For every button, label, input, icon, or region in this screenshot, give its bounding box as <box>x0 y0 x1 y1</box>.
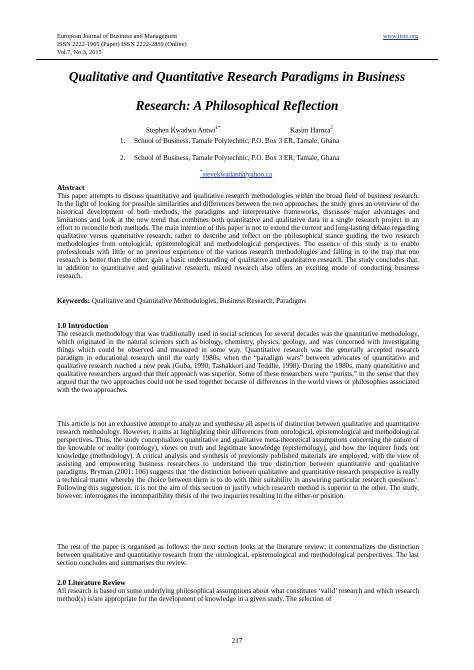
author-2 <box>290 124 333 135</box>
abstract-text: This paper attempts to discuss quantitative and qualitative research methodologies within the broad field of business research. In the light of looking for possible similarities and differences between the two approaches, the study gives an overview of the historical development of both methods, the paradigms and interpretative frameworks, discusses major advantages and limitations and look at the new trend that combines both quantitative and qualitative data in a single research project in an effort to reconcile both methods. The main intention of this paper is not to extend the current and long-lasting debate regarding qualitative versus quantitative research, rather to describe and reflect on the philosophical stance guiding the two research methodologies from ontological, epistemological and methodological perspectives. The essence of this study is to enable professionals with little or no previous experience of the various research methodologies and falling in to the trap that one research is better than the other, gain a basic understanding of qualitative and quantitative research. The study concludes that, in addition to quantitative and qualitative research, mixed research also offers an exciting mode of conducting business research. <box>57 192 419 281</box>
affiliation-1 <box>120 137 340 146</box>
author-1-name: Stephen Kwadwo Antwi <box>146 126 216 135</box>
introduction-paragraph-3: The rest of the paper is organised as follows: the next section looks at the literature review; it contextualizes the distinction between qualitative and quantitative research from the ontological, epistemological and methodological perspectives. The last section concludes and summarises the review. <box>57 543 419 568</box>
author-email-link[interactable] <box>200 170 272 178</box>
keywords-label: Keywords: <box>57 297 91 305</box>
introduction-paragraph-2: This article is not an exhaustive attempt to analyze and synthesise all aspects of distinction between qualitative and quantitative research methodology. However, it aims at highlighting their differences from ontological, epistemological and methodological perspectives. Thus, the study conceptualizes quantitative and qualitative meta-theoretical assumptions concerning the nature of the knowable or reality (ontology), views on truth and legitimate knowledge (epistemology), and how the inquirer finds out knowledge (methodology). A critical analysis and synthesis of previously published materials are employed, with the view of assisting and empowering business researchers to understand the true distinction between quantitative and qualitative paradigms. Bryman (2001: 106) suggests that ‘the distinction between qualitative and quantitative research perspective is really a technical matter whereby the choice between them is to do with their suitability in answering particular research questions’. Following this suggestion, it is not the aim of this section to justify which research method is superior to the other. The study, however, interrogates the incompatibility thesis of the two inquiries resulting in the either-or position. <box>57 420 419 501</box>
author-1 <box>146 124 220 135</box>
affiliation-2 <box>120 154 340 163</box>
author-2-name: Kasim Hamza <box>290 126 331 135</box>
affiliation-2-number: 2. <box>120 154 126 162</box>
abstract-heading: Abstract <box>57 183 85 192</box>
email-marker: * <box>200 170 203 175</box>
volume-line: Vol.7, No.3, 2015 <box>57 48 102 56</box>
affiliation-2-text: School of Business, Tamale Polytechnic, P.O. Box 3 ER, Tamale, Ghana <box>134 154 340 162</box>
header-rule <box>36 59 438 60</box>
affiliation-1-number: 1. <box>120 137 126 145</box>
journal-name: European Journal of Business and Management <box>57 33 178 40</box>
introduction-paragraph-1: The research methodology that was traditionally used in social sciences for several decades was the quantitative methodology, which originated in the natural sciences such as biology, chemistry, physics, geology, and was concerned with investigating things which could be observed and measured in some way. Quantitative research was the generally accepted research paradigm in educational research until the early 1980s, when the “paradigm wars” between advocates of quantitative and qualitative research reached a new peak (Guba, 1990; Tashakkori and Teddlie, 1998). During the 1980s, many quantitative and qualitative researchers argued that their approach was superior. Some of these researchers were “purists,” in the sense that they argued that the two approaches could not be used together because of differences in the world views or philosophies associated with the two approaches. <box>57 330 419 395</box>
paper-title-line1: Qualitative and Quantitative Research Paradigms in Business <box>68 69 406 84</box>
page-number: 217 <box>231 637 243 645</box>
issn-line: ISSN 2222-1905 (Paper) ISSN 2222-2839 (Online) <box>57 40 187 48</box>
journal-header <box>57 33 187 56</box>
email-address: stevekwadant@yahoo.ca <box>202 170 273 179</box>
author-2-marker: 2 <box>330 126 333 131</box>
literature-review-paragraph-1: All research is based on some underlying philosophical assumptions about what constitutes ‘valid’ research and which research method(s) is/are appropriate for the development of knowledge in a given study. The selection of <box>57 587 419 604</box>
journal-website-link[interactable]: www.iiste.org <box>383 33 419 40</box>
introduction-heading: 1.0 Introduction <box>57 321 109 330</box>
author-1-marker: 1* <box>215 126 221 131</box>
keywords-line <box>57 297 419 305</box>
affiliation-1-text: School of Business, Tamale Polytechnic, P.O. Box 3 ER, Tamale, Ghana <box>134 137 340 145</box>
paper-title-line2: Research: A Philosophical Reflection <box>135 98 339 113</box>
literature-review-heading: 2.0 Literature Review <box>57 578 126 587</box>
keywords-text: Qualitative and Quantitative Methodologies, Business Research, Paradigms <box>90 297 307 305</box>
